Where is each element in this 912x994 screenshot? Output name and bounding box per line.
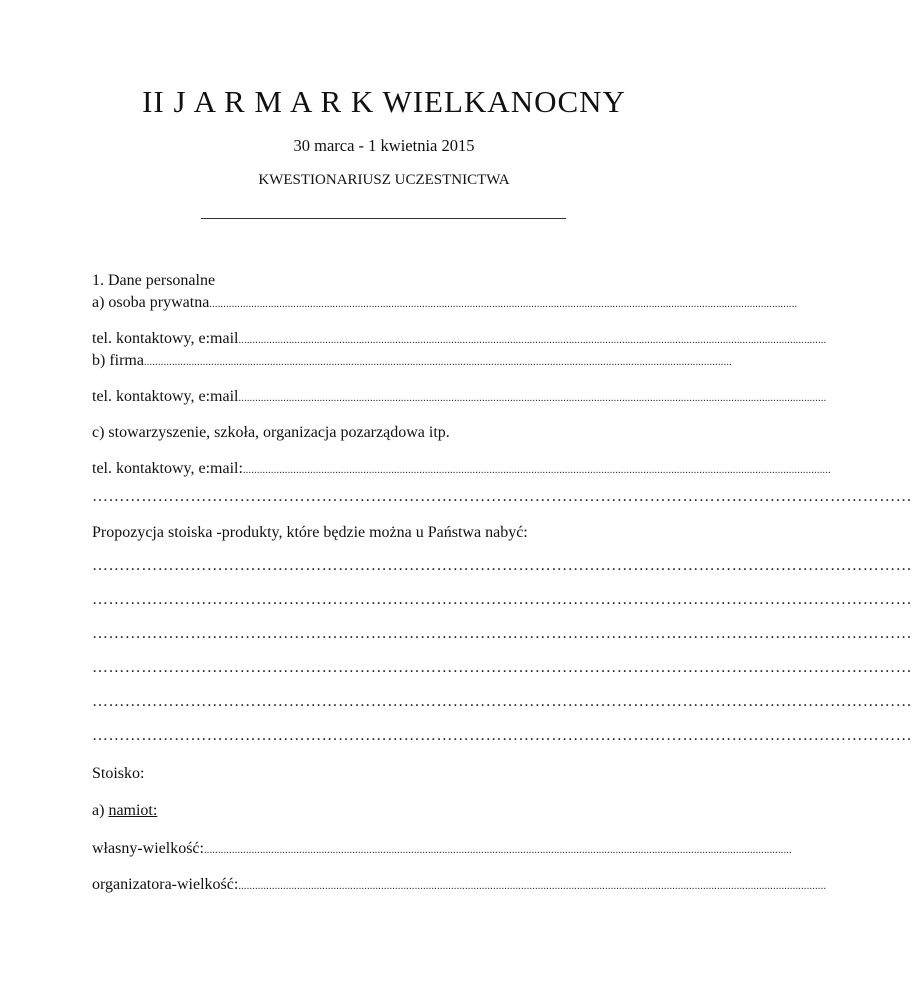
contact-label-2: tel. kontaktowy, e:mail bbox=[92, 388, 239, 405]
tent-line bbox=[92, 802, 157, 820]
company-field[interactable]: .................................................................................................................................................................................................................. bbox=[143, 357, 732, 368]
contact-label-1: tel. kontaktowy, e:mail bbox=[92, 330, 239, 347]
proposal-line-2[interactable]: …………………………………………………………………………………………………………………………………… bbox=[92, 591, 912, 608]
proposal-line-1[interactable]: …………………………………………………………………………………………………………………………………… bbox=[92, 557, 912, 574]
company-label: b) firma bbox=[92, 352, 144, 369]
contact-line-2[interactable] bbox=[92, 388, 827, 406]
private-person-field[interactable]: .................................................................................................................................................................................................................. bbox=[209, 299, 798, 310]
private-person-line[interactable] bbox=[92, 294, 798, 312]
company-line[interactable] bbox=[92, 352, 732, 370]
proposal-line-3[interactable]: …………………………………………………………………………………………………………………………………… bbox=[92, 625, 912, 642]
private-person-label: a) osoba prywatna bbox=[92, 294, 210, 311]
proposal-line-5[interactable]: …………………………………………………………………………………………………………………………………… bbox=[92, 693, 912, 710]
organizer-tent-label: organizatora-wielkość: bbox=[92, 876, 239, 893]
contact-field-2[interactable]: .................................................................................................................................................................................................................. bbox=[238, 393, 827, 404]
contact-line-3[interactable] bbox=[92, 460, 831, 478]
event-dates: 30 marca - 1 kwietnia 2015 bbox=[293, 136, 475, 155]
own-tent-label: własny-wielkość: bbox=[92, 840, 204, 857]
proposal-line-4[interactable]: …………………………………………………………………………………………………………………………………… bbox=[92, 659, 912, 676]
contact-label-3: tel. kontaktowy, e:mail: bbox=[92, 460, 243, 477]
header-divider bbox=[201, 218, 566, 219]
document-title: II J A R M A R K WIELKANOCNY bbox=[142, 84, 626, 119]
tent-label: namiot: bbox=[108, 802, 158, 819]
stand-heading: Stoisko: bbox=[92, 765, 145, 782]
contact-line-1[interactable] bbox=[92, 330, 827, 348]
organizer-tent-field[interactable]: .................................................................................................................................................................................................................. bbox=[238, 881, 827, 892]
proposal-label: Propozycja stoiska -produkty, które będzie można u Państwa nabyć: bbox=[92, 524, 528, 541]
form-name: KWESTIONARIUSZ UCZESTNICTWA bbox=[258, 172, 510, 188]
proposal-line-6[interactable]: …………………………………………………………………………………………………………………………………… bbox=[92, 727, 912, 744]
contact-field-3[interactable]: .................................................................................................................................................................................................................. bbox=[242, 465, 831, 476]
organization-label: c) stowarzyszenie, szkoła, organizacja pozarządowa itp. bbox=[92, 424, 450, 441]
own-tent-line[interactable] bbox=[92, 840, 792, 858]
personal-data-heading: 1. Dane personalne bbox=[92, 272, 216, 289]
blank-line-1[interactable]: …………………………………………………………………………………………………………………………………… bbox=[92, 488, 912, 505]
contact-field-1[interactable]: .................................................................................................................................................................................................................. bbox=[238, 335, 827, 346]
own-tent-field[interactable]: .................................................................................................................................................................................................................. bbox=[203, 845, 792, 856]
tent-prefix: a) bbox=[92, 802, 109, 819]
organizer-tent-line[interactable] bbox=[92, 876, 827, 894]
